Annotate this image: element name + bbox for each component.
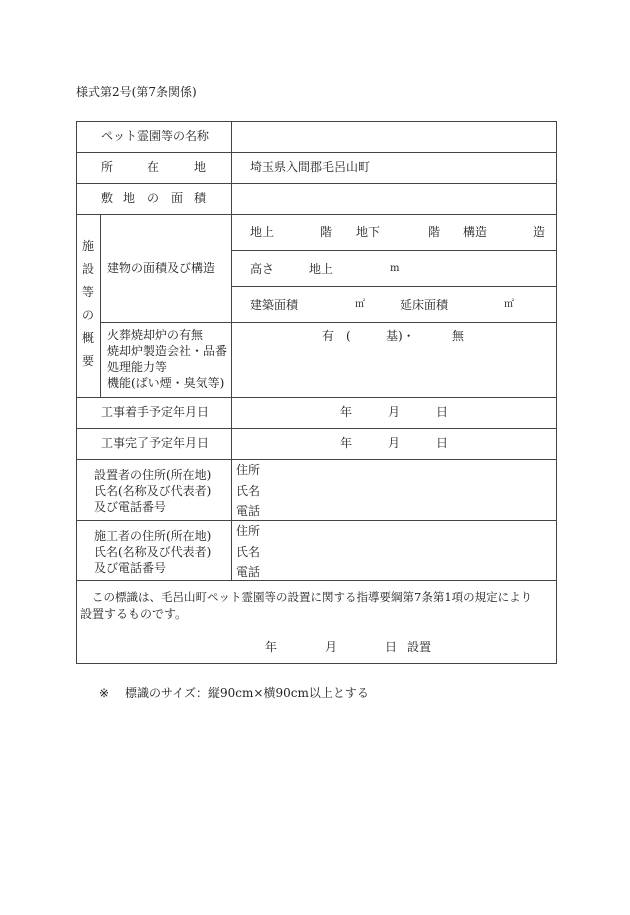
install-day: 日 xyxy=(385,640,398,654)
start-month: 月 xyxy=(388,405,401,419)
area-label-2: 地 xyxy=(123,191,136,205)
sign-form-table xyxy=(76,121,557,664)
incinerator-label-2: 焼却炉製造会社・品番 xyxy=(107,344,228,358)
height-above-label: 地上 xyxy=(309,262,334,276)
builder-name-field: 氏名 xyxy=(236,545,261,559)
floors-below-label: 地下 xyxy=(356,225,381,239)
rule xyxy=(231,286,557,287)
install-month: 月 xyxy=(325,640,338,654)
end-year: 年 xyxy=(340,436,353,450)
builder-label-3: 及び電話番号 xyxy=(94,561,167,575)
facility-vertical-4: の xyxy=(82,308,95,322)
floors-above-unit: 階 xyxy=(320,225,333,239)
rule xyxy=(76,214,557,215)
rule xyxy=(76,397,557,398)
start-year: 年 xyxy=(340,405,353,419)
facility-vertical-6: 要 xyxy=(82,354,95,368)
start-day: 日 xyxy=(436,405,449,419)
rule xyxy=(76,459,557,460)
setter-label-2: 氏名(名称及び代表者) xyxy=(94,484,212,498)
rule xyxy=(76,428,557,429)
height-unit: m xyxy=(390,263,400,274)
builder-label-1: 施工者の住所(所在地) xyxy=(94,529,212,543)
builder-phone-field: 電話 xyxy=(236,565,261,579)
rule xyxy=(76,183,557,184)
rule xyxy=(76,152,557,153)
incinerator-count-suffix: 基)・ xyxy=(386,329,415,343)
location-label-2: 在 xyxy=(147,160,160,174)
notice-text-line-1: この標識は、毛呂山町ペット霊園等の設置に関する指導要綱第7条第1項の規定により xyxy=(92,590,533,604)
footnote-mark: ※ xyxy=(99,686,110,700)
form-label: 様式第2号(第7条関係) xyxy=(76,85,197,99)
setter-name-field: 氏名 xyxy=(236,484,261,498)
setter-label-1: 設置者の住所(所在地) xyxy=(94,468,212,482)
footnote-text: 標識のサイズ：縦90cm×横90cm以上とする xyxy=(125,686,369,700)
incinerator-paren: ( xyxy=(346,329,351,343)
builder-address-field: 住所 xyxy=(236,524,261,538)
structure-label: 構造 xyxy=(463,225,488,239)
location-label-1: 所 xyxy=(101,160,114,174)
facility-vertical-5: 概 xyxy=(82,331,95,345)
start-date-label: 工事着手予定年月日 xyxy=(101,405,210,419)
pet-cemetery-name-label: ペット霊園等の名称 xyxy=(101,129,210,143)
facility-vertical-1: 施 xyxy=(82,239,95,253)
location-label-3: 地 xyxy=(194,160,207,174)
builder-label-2: 氏名(名称及び代表者) xyxy=(94,545,212,559)
floors-below-unit: 階 xyxy=(428,225,441,239)
notice-text-line-2: 設置するものです。 xyxy=(80,607,188,621)
install-year: 年 xyxy=(265,640,278,654)
rule xyxy=(231,250,557,251)
facility-vertical-2: 設 xyxy=(82,262,95,276)
area-label-1: 敷 xyxy=(101,191,114,205)
structure-suffix: 造 xyxy=(533,225,546,239)
height-label: 高さ xyxy=(250,262,275,276)
incinerator-label-4: 機能(ばい煙・臭気等) xyxy=(107,376,225,390)
setter-label-3: 及び電話番号 xyxy=(94,500,167,514)
rule xyxy=(76,580,557,581)
incinerator-no: 無 xyxy=(452,329,465,343)
setter-phone-field: 電話 xyxy=(236,504,261,518)
building-area-unit: ㎡ xyxy=(355,299,365,310)
rule xyxy=(100,322,557,323)
incinerator-label-1: 火葬焼却炉の有無 xyxy=(107,328,204,342)
floor-area-unit: ㎡ xyxy=(504,299,514,310)
location-value: 埼玉県入間郡毛呂山町 xyxy=(250,160,371,174)
building-label: 建物の面積及び構造 xyxy=(107,261,216,275)
incinerator-label-3: 処理能力等 xyxy=(107,360,168,374)
end-day: 日 xyxy=(436,436,449,450)
rule xyxy=(231,121,232,580)
area-label-3: の xyxy=(147,191,160,205)
area-label-4: 面 xyxy=(171,191,184,205)
floor-area-label: 延床面積 xyxy=(400,298,449,312)
incinerator-yes: 有 xyxy=(322,329,335,343)
end-month: 月 xyxy=(388,436,401,450)
facility-vertical-3: 等 xyxy=(82,285,95,299)
setter-address-field: 住所 xyxy=(236,463,261,477)
pet-cemetery-name-value[interactable] xyxy=(250,129,540,143)
rule xyxy=(76,520,557,521)
area-label-5: 積 xyxy=(194,191,207,205)
install-suffix: 設置 xyxy=(407,640,432,654)
building-area-label: 建築面積 xyxy=(250,298,299,312)
floors-above-label: 地上 xyxy=(250,225,275,239)
rule xyxy=(100,214,101,397)
end-date-label: 工事完了予定年月日 xyxy=(101,436,210,450)
